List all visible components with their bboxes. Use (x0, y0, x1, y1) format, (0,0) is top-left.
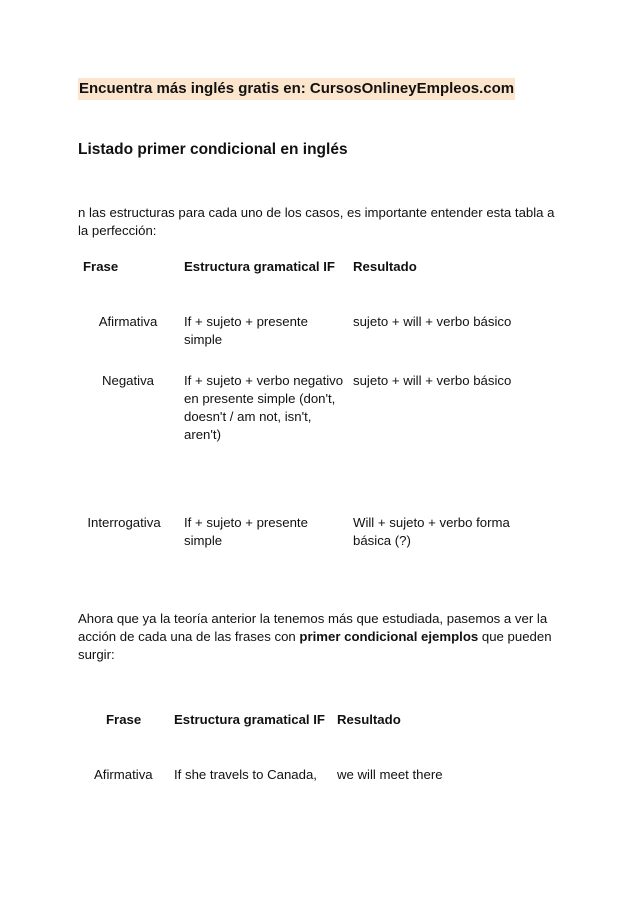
transition-text-bold: primer condicional ejemplos (299, 629, 479, 644)
table1-row1-resultado: sujeto + will + verbo básico (353, 314, 512, 329)
table2-row1-resultado: we will meet there (337, 767, 443, 782)
table2-header-frase: Frase (106, 712, 142, 727)
table1-header-frase: Frase (83, 259, 119, 274)
promo-banner (78, 78, 515, 100)
intro-paragraph: n las estructuras para cada uno de los casos, es importante entender esta tabla a la perfección: (78, 205, 555, 238)
promo-banner-text: Encuentra más inglés gratis en: CursosOnlineyEmpleos.com (79, 80, 515, 97)
table1-row3-resultado: Will + sujeto + verbo forma básica (?) (353, 515, 510, 548)
table1-header-resultado: Resultado (353, 259, 417, 274)
table1-row1-estructura: If + sujeto + presente simple (184, 314, 308, 347)
table1-row1-frase: Afirmativa (98, 314, 158, 329)
table2-row1-estructura: If she travels to Canada, (174, 767, 317, 782)
table1-row2-frase: Negativa (101, 373, 155, 388)
transition-paragraph (78, 610, 568, 664)
table1-row2-estructura: If + sujeto + verbo negativo en presente simple (don't, doesn't / am not, isn't, aren't) (184, 373, 344, 442)
table2-row1-frase: Afirmativa (94, 767, 153, 782)
table1-row3-estructura: If + sujeto + presente simple (184, 515, 308, 548)
table2-header-resultado: Resultado (337, 712, 401, 727)
section-heading: Listado primer condicional en inglés (78, 141, 348, 158)
table1-row3-frase: Interrogativa (87, 515, 161, 530)
table1-row2-resultado: sujeto + will + verbo básico (353, 373, 512, 388)
transition-text-after: que pueden surgir: (78, 629, 552, 662)
transition-text-before: Ahora que ya la teoría anterior la tenemos más que estudiada, pasemos a ver la acción de cada una de las frases con (78, 611, 548, 644)
table2-header-estructura: Estructura gramatical IF (174, 712, 325, 727)
table1-header-estructura: Estructura gramatical IF (184, 259, 335, 274)
